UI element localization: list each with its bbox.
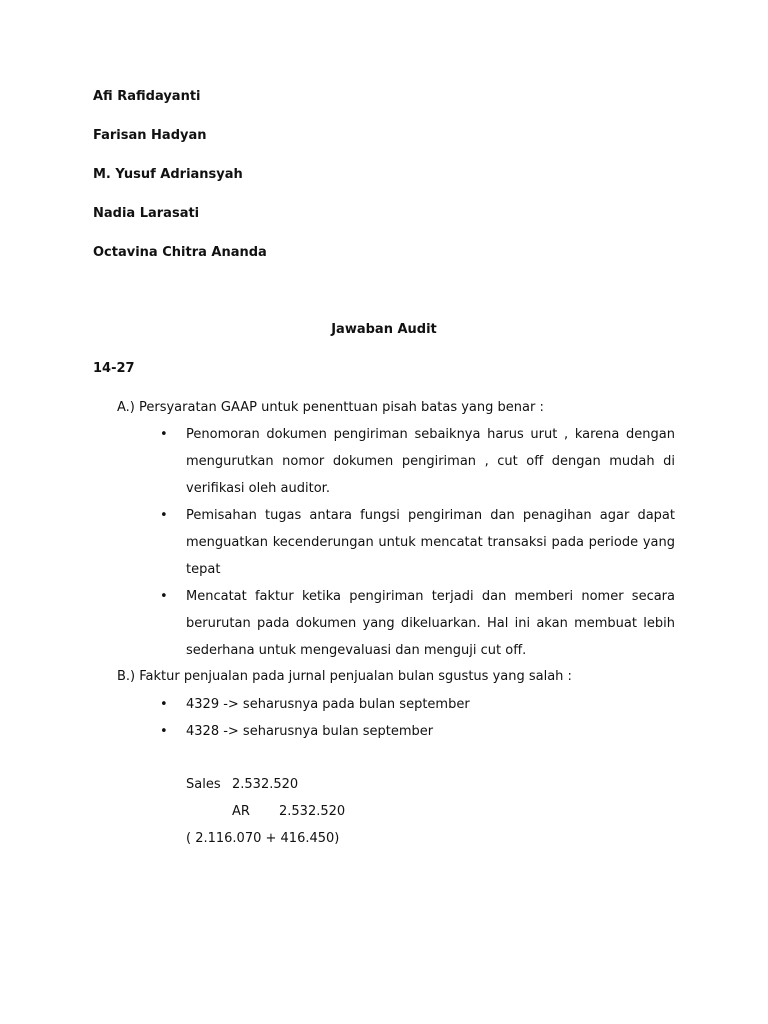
list-item: 4328 -> seharusnya bulan september — [186, 724, 434, 739]
section-a-heading: A.) Persyaratan GAAP untuk penenttuan pisah batas yang benar : — [117, 400, 544, 415]
bullet-icon: • — [160, 508, 168, 523]
document-title: Jawaban Audit — [331, 322, 437, 337]
author-name: Octavina Chitra Ananda — [93, 245, 267, 260]
section-b-heading: B.) Faktur penjualan pada jurnal penjualan bulan sgustus yang salah : — [117, 669, 572, 684]
journal-debit-account: Sales — [186, 777, 221, 792]
journal-credit-amount: 2.532.520 — [279, 804, 346, 819]
author-name: M. Yusuf Adriansyah — [93, 167, 243, 182]
list-item: Mencatat faktur ketika pengiriman terjadi dan memberi nomer secara berurutan pada dokumen yang dikeluarkan. Hal ini akan membuat lebih sederhana untuk mengevaluasi dan menguji cut off. — [186, 589, 675, 658]
problem-number: 14-27 — [93, 361, 135, 376]
author-name: Farisan Hadyan — [93, 128, 207, 143]
journal-credit-account: AR — [232, 804, 250, 819]
journal-debit-amount: 2.532.520 — [232, 777, 299, 792]
list-item: Pemisahan tugas antara fungsi pengiriman dan penagihan agar dapat menguatkan kecenderungan untuk mencatat transaksi pada periode yang tepat — [186, 508, 675, 577]
bullet-icon: • — [160, 697, 168, 712]
author-name: Afi Rafidayanti — [93, 89, 201, 104]
author-name: Nadia Larasati — [93, 206, 200, 221]
bullet-icon: • — [160, 724, 168, 739]
bullet-icon: • — [160, 589, 168, 604]
list-item: 4329 -> seharusnya pada bulan september — [186, 697, 470, 712]
list-item: Penomoran dokumen pengiriman sebaiknya harus urut , karena dengan mengurutkan nomor dokumen pengiriman , cut off dengan mudah di verifikasi oleh auditor. — [186, 427, 675, 496]
bullet-icon: • — [160, 427, 168, 442]
journal-note: ( 2.116.070 + 416.450) — [186, 831, 340, 846]
